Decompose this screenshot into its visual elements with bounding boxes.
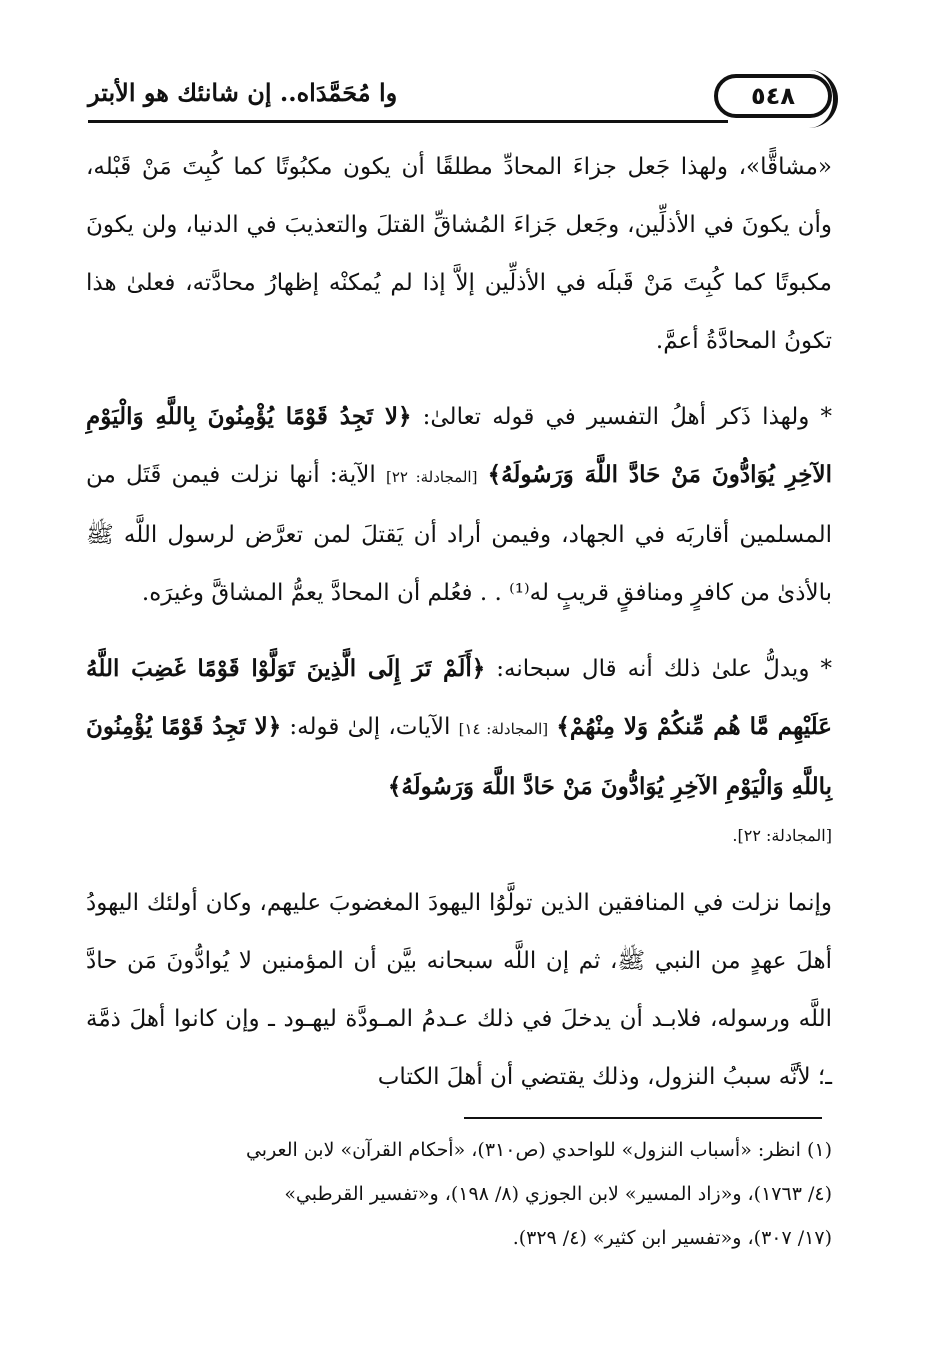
footnote-line: (١) انظر: «أسباب النزول» للواحدي (ص٣١٠)، «أحكام القرآن» لابن العربي (245, 1139, 832, 1161)
footnote-separator (464, 1117, 822, 1119)
paragraph-4: وإنما نزلت في المنافقين الذين تولَّوُا اليهودَ المغضوبَ عليهم، وكان أولئك اليهودُ أهلَ عهدٍ من النبي ﷺ، ثم إن اللَّه سبحانه بيَّن أن المؤمنين لا يُوادُّونَ مَن حادَّ اللَّه ورسوله، فلابـد أن يدخلَ في ذلك عـدمُ المـودَّة ليهـود ـ وإن كانوا أهلَ ذمَّة ـ؛ لأنَّه سببُ النزول، وذلك يقتضي أن أهلَ الكتاب (86, 890, 832, 1090)
paragraph-1: «مشاقًّا»، ولهذا جَعل جزاءَ المحادِّ مطلقًا أن يكون مكبُوتًا كما كُبِتَ مَنْ قَبْله، وأن يكونَ في الأذلِّين، وجَعل جَزاءَ المُشاقِّ القتلَ والتعذيبَ في الدنيا، ولن يكونَ مكبوتًا كما كُبِتَ مَنْ قَبلَه في الأذلِّين إلاَّ إذا لم يُمكنْه إظهارُ محادَّته، فعلىٰ هذا تكونُ المحادَّةُ أعمَّ. (86, 154, 832, 354)
page-number-badge (714, 74, 832, 118)
paragraph-2-rest: الآية: أنها نزلت فيمن قَتَل من المسلمين أقاربَه في الجهاد، وفيمن أراد أن يَقتلَ لمن تعرَّض لرسول اللَّه ﷺ بالأذىٰ من كافرٍ ومنافقٍ قريبٍ له⁽¹⁾ . . فعُلم أن المحادَّ يعمُّ المشاقَّ وغيرَه. (86, 462, 832, 606)
page-header (88, 70, 832, 126)
paragraph-3 (86, 640, 832, 816)
footnotes (86, 1128, 832, 1260)
quran-verse: ﴿لا تَجِدُ قَوْمًا يُؤْمِنُونَ بِاللَّهِ وَالْيَوْمِ الآخِرِ يُوَادُّونَ مَنْ حَادَّ اللَّهَ وَرَسُولَهُ﴾ (86, 403, 833, 488)
running-title-text: وا مُحَمَّدَاه.. إن شانئك هو الأبتر (88, 78, 398, 107)
header-rule (88, 120, 728, 123)
quran-verse: ﴿لا تَجِدُ قَوْمًا يُؤْمِنُونَ بِاللَّهِ وَالْيَوْمِ الآخِرِ يُوَادُّونَ مَنْ حَادَّ اللَّهَ وَرَسُولَهُ﴾ (86, 713, 832, 800)
verse-reference-line (86, 816, 832, 856)
quran-verse: ﴿أَلَمْ تَرَ إِلَى الَّذِينَ تَوَلَّوْا قَوْمًا غَضِبَ اللَّهُ عَلَيْهِم مَّا هُم مِّنكُمْ وَلا مِنْهُمْ﴾ (86, 655, 832, 740)
paragraph-3-intro: * ويدلُّ علىٰ ذلك أنه قال سبحانه: (496, 656, 833, 682)
running-title (88, 78, 688, 107)
footnote-line: (٤/ ١٧٦٣)، و«زاد المسير» لابن الجوزي (٨/ ١٩٨)، و«تفسير القرطبي» (284, 1183, 832, 1205)
verse-reference: [المجادلة: ١٤] (458, 720, 549, 738)
page-number: ٥٤٨ (751, 82, 795, 110)
paragraph-2-intro: * ولهذا ذَكر أهلُ التفسير في قوله تعالىٰ: (422, 404, 832, 430)
main-text (86, 138, 832, 1106)
verse-reference: [المجادلة: ٢٢] (385, 468, 478, 486)
verse-reference: [المجادلة: ٢٢]. (732, 826, 832, 845)
paragraph-2 (86, 388, 832, 622)
footnote-line: (١٧/ ٣٠٧)، و«تفسير ابن كثير» (٤/ ٣٢٩). (512, 1227, 832, 1249)
paragraph-3-mid: الآيات، إلىٰ قوله: (289, 714, 451, 740)
